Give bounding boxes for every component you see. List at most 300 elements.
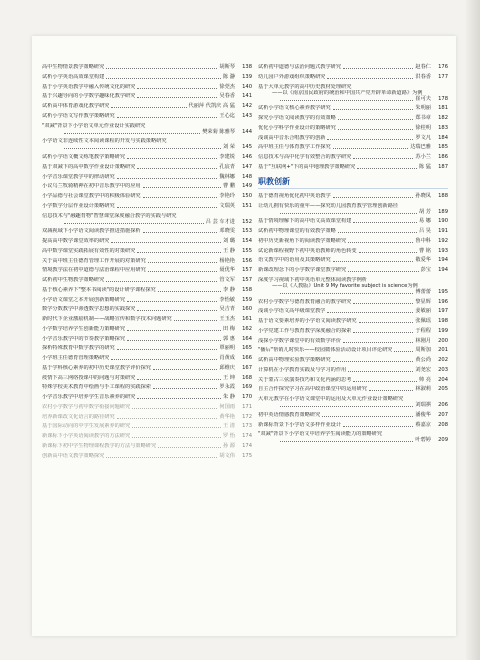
- toc-entry-title: 关于蒙古三弦演奏技巧和文化内涵的思考: [258, 376, 352, 383]
- leader-dots: [132, 427, 221, 428]
- toc-entry-page: 195: [438, 288, 448, 295]
- toc-entry-title: 试论新课程视野下初中英语教师的角色转变: [258, 247, 357, 254]
- toc-entry[interactable]: [42, 183, 252, 189]
- leader-dots: [343, 342, 413, 343]
- toc-entry[interactable]: [42, 404, 252, 410]
- toc-entry-title: 试析小学英语高效课堂构建: [42, 73, 105, 80]
- leader-dots: [143, 232, 218, 233]
- leader-dots: [343, 68, 413, 69]
- toc-entry-title: 浅探小学数学课堂中的有效数学评价: [258, 337, 342, 344]
- toc-entry-author: 王 静: [222, 247, 235, 254]
- toc-entry-page: 146: [242, 154, 252, 160]
- toc-entry-page: 156: [242, 257, 252, 264]
- toc-entry-author: 刘 璐: [222, 238, 235, 244]
- toc-entry-page: 152: [242, 218, 252, 225]
- toc-entry-author: 黄公尚: [415, 357, 431, 363]
- toc-entry-title: 新课标背景下小学语文多样作业设计: [258, 421, 342, 428]
- toc-entry[interactable]: [258, 228, 448, 234]
- leader-dots: [327, 139, 413, 140]
- toc-entry-author: 肖黄成: [219, 355, 235, 361]
- toc-entry[interactable]: [258, 367, 448, 373]
- toc-entry[interactable]: [258, 64, 448, 70]
- toc-entry-author: 陈 瀞: [222, 73, 235, 80]
- toc-entry[interactable]: [258, 248, 448, 254]
- leader-dots: [280, 293, 413, 294]
- toc-entry-title: 优化小学科学作业设计的策略研究: [258, 124, 336, 131]
- toc-entry-author: 郭 惠: [222, 335, 235, 342]
- toc-entry-author: 崔可夫: [415, 95, 431, 102]
- toc-entry[interactable]: [258, 144, 448, 150]
- leader-dots: [333, 109, 414, 110]
- leader-dots: [64, 223, 204, 224]
- toc-entry[interactable]: [42, 384, 252, 390]
- toc-entry-title: 探究小学语文阅读教学的有效策略: [258, 115, 336, 121]
- toc-entry-author: 田 梅: [222, 325, 235, 332]
- leader-dots: [117, 349, 218, 350]
- toc-entry-page: 145: [242, 144, 252, 151]
- toc-entry-page: 185: [438, 144, 448, 151]
- toc-entry-title: 创新高中语文教学策略探究: [42, 452, 105, 459]
- toc-entry-page: 148: [242, 173, 252, 180]
- toc-right-top-list: [258, 64, 448, 170]
- toc-entry-author: 吕 昊: [418, 228, 431, 234]
- toc-entry[interactable]: [258, 193, 448, 199]
- leader-dots: [153, 388, 217, 389]
- toc-entry[interactable]: [42, 164, 252, 170]
- toc-entry[interactable]: [42, 423, 252, 429]
- toc-entry[interactable]: [42, 453, 252, 459]
- toc-entry[interactable]: [258, 154, 448, 160]
- toc-entry[interactable]: [42, 355, 252, 361]
- toc-entry-title: 基于大单元教学的高中历史教材处理研究: [258, 83, 352, 90]
- toc-entry-author: 达瑞巴雅: [410, 144, 431, 151]
- toc-entry-title: 农村小学数学与初中数学衔接问题研究: [42, 403, 131, 410]
- toc-entry-title: 试析小学语文写作教学策略研究: [42, 112, 115, 119]
- toc-entry-title: 特殊学校美术教育中绘画与手工课程的实践探索: [42, 384, 151, 391]
- toc-entry-author: 朱明丽: [415, 105, 431, 112]
- toc-entry-meta: [42, 129, 252, 135]
- toc-entry-page: 208: [438, 421, 448, 428]
- toc-entry-page: 157: [242, 277, 252, 283]
- toc-entry[interactable]: [258, 328, 448, 334]
- leader-dots: [333, 197, 414, 198]
- toc-entry-page: 176: [438, 64, 448, 70]
- leader-dots: [132, 437, 221, 438]
- toc-entry-author: 赵春仁: [415, 64, 431, 70]
- toc-entry-page: 165: [242, 345, 252, 352]
- toc-entry-title: 自主合作探究学习在高中政治课堂中的运用研究: [258, 386, 367, 393]
- toc-entry-author: 罗永霞: [219, 384, 235, 391]
- toc-entry-page: 164: [242, 335, 252, 342]
- toc-entry-meta: [258, 96, 448, 102]
- toc-entry-author: 管文军: [219, 277, 235, 283]
- toc-entry-page: 199: [438, 327, 448, 334]
- toc-entry-title: 小议乌兰牧骑精神在初中音乐教学中的应用: [42, 183, 141, 190]
- leader-dots: [322, 416, 413, 417]
- toc-entry-title: 试析初中物理课堂的有效教学策略: [258, 228, 336, 234]
- toc-entry-title: 新课标下小学英语阅读教学的方法研究: [42, 433, 131, 439]
- toc-entry[interactable]: [42, 443, 252, 449]
- toc-entry-title: 让幼儿拥有快乐的童年——探究幼儿园教育教学管理创新路径: [258, 202, 399, 209]
- toc-entry[interactable]: [258, 203, 448, 215]
- toc-entry-author: 胡文伟: [219, 452, 235, 459]
- toc-entry-author: 魏林娜: [219, 173, 235, 180]
- toc-entry-page: 181: [438, 105, 448, 112]
- toc-entry-page: 161: [242, 316, 252, 322]
- toc-entry[interactable]: [258, 299, 448, 305]
- leader-dots: [353, 303, 413, 304]
- toc-entry-author: 易 娜: [418, 218, 431, 225]
- journal-page: [32, 36, 456, 636]
- leader-dots: [369, 390, 413, 391]
- toc-entry[interactable]: [258, 338, 448, 344]
- toc-entry[interactable]: [42, 326, 252, 332]
- toc-entry[interactable]: [258, 218, 448, 224]
- leader-dots: [280, 100, 413, 101]
- toc-entry-title: 小学音乐课堂教学中的律动研究: [42, 173, 115, 180]
- toc-entry[interactable]: [42, 138, 252, 150]
- toc-entry[interactable]: [42, 336, 252, 342]
- toc-entry-page: 193: [438, 247, 448, 254]
- toc-entry[interactable]: [42, 248, 252, 254]
- toc-entry-title: 基于兴趣导向的小学数学趣味化教学研究: [42, 93, 136, 100]
- leader-dots: [348, 271, 418, 272]
- toc-entry-page: 173: [242, 423, 252, 430]
- toc-entry[interactable]: [42, 193, 252, 199]
- toc-entry-title: 幼儿园户外游戏组织策略研究: [258, 73, 326, 80]
- toc-entry[interactable]: [42, 123, 252, 135]
- toc-entry-title: 基于学科核心素养的初中历史课堂教学评价探究: [42, 364, 151, 371]
- toc-entry-page: 153: [242, 228, 252, 235]
- toc-entry-author: 刘瑞祺: [415, 402, 431, 408]
- toc-entry-page: 159: [242, 296, 252, 303]
- toc-entry-page: 194: [438, 267, 448, 273]
- leader-dots: [327, 312, 413, 313]
- toc-entry[interactable]: [42, 297, 252, 303]
- toc-entry-title: 语文教学中的语用及其策略研究: [258, 257, 331, 264]
- toc-entry-author: 徐莞杰: [219, 83, 235, 90]
- toc-entry-title: 浅谈小学语文高年级课堂教学: [258, 308, 326, 315]
- toc-entry-title: 关于高中班主任德育管理工作开展的对策研究: [42, 257, 146, 264]
- toc-entry[interactable]: [42, 113, 252, 119]
- toc-entry-title: 基于双减下的高中数学作业设计策略研究: [42, 163, 136, 170]
- leader-dots: [111, 359, 217, 360]
- leader-dots: [338, 232, 417, 233]
- toc-entry-author: 潘俊华: [415, 411, 431, 418]
- leader-dots: [143, 197, 218, 198]
- leader-dots: [137, 398, 221, 399]
- toc-entry[interactable]: [258, 431, 448, 443]
- toc-entry[interactable]: [258, 267, 448, 273]
- leader-dots: [106, 281, 217, 282]
- toc-entry-title: 新课标下初中学生物理课程教学的方法与策略研究: [42, 442, 157, 449]
- toc-entry-author: 林刚月: [415, 337, 431, 344]
- toc-entry[interactable]: [42, 84, 252, 90]
- toc-entry-title: 基于德育视角优化初中英语教学: [258, 192, 331, 199]
- toc-entry[interactable]: [258, 396, 448, 408]
- toc-entry[interactable]: [42, 306, 252, 312]
- toc-entry-title: 试析小学语文概文练笔教学策略研究: [42, 154, 126, 160]
- toc-entry[interactable]: [42, 345, 252, 351]
- toc-entry[interactable]: [258, 412, 448, 418]
- toc-entry-author: 孙晓凤: [415, 192, 431, 199]
- toc-entry[interactable]: [42, 394, 252, 400]
- toc-entry[interactable]: [42, 213, 252, 225]
- toc-entry-title: 高中生物情景教学策略研究: [42, 64, 105, 70]
- toc-entry[interactable]: [258, 347, 448, 353]
- toc-entry-page: 139: [242, 73, 252, 80]
- toc-entry-page: 197: [438, 308, 448, 315]
- toc-entry-author: 帅 亮: [418, 376, 431, 383]
- leader-dots: [353, 332, 413, 333]
- section-title: 职教创新: [258, 176, 448, 189]
- toc-entry-title: 基于情境理解下的高中语文高效课堂构建: [258, 218, 352, 225]
- toc-entry-author: 曹 鹏: [222, 183, 235, 190]
- toc-entry-author: 王 清: [222, 423, 235, 430]
- toc-entry-page: 202: [438, 357, 448, 363]
- leader-dots: [111, 242, 221, 243]
- toc-entry-author: 邓晓雯: [219, 228, 235, 235]
- toc-entry-page: 166: [242, 355, 252, 361]
- toc-entry-title: 试析初中道德与法治问题式教学研究: [258, 64, 342, 70]
- toc-entry[interactable]: [258, 115, 448, 121]
- toc-entry-title: 信息技术与高中化学有效整合的教学研究: [258, 154, 352, 160]
- leader-dots: [394, 351, 413, 352]
- toc-entry-page: 177: [438, 73, 448, 80]
- toc-entry-page: 207: [438, 411, 448, 418]
- toc-entry[interactable]: [258, 318, 448, 324]
- toc-entry[interactable]: [258, 238, 448, 244]
- toc-entry-author: 胡斯琴: [219, 64, 235, 70]
- toc-right-bottom-list: [258, 193, 448, 444]
- leader-dots: [353, 158, 413, 159]
- toc-entry[interactable]: [258, 308, 448, 314]
- leader-dots: [280, 213, 417, 214]
- toc-entry[interactable]: [42, 375, 252, 381]
- toc-entry-author: 樊荣菊 陈雅琴: [202, 128, 235, 135]
- toc-entry-meta: [258, 437, 448, 443]
- toc-entry-title: 大单元教学在小学语文课堂中的运用及大单元作业设计策略研究: [258, 396, 404, 402]
- toc-entry-page: 140: [242, 83, 252, 90]
- toc-entry-page: 150: [242, 193, 252, 199]
- leader-dots: [348, 371, 413, 372]
- toc-entry[interactable]: [42, 316, 252, 322]
- toc-entry[interactable]: [258, 125, 448, 131]
- toc-entry-author: 孔宸青: [219, 163, 235, 170]
- toc-entry[interactable]: [42, 228, 252, 234]
- toc-entry[interactable]: [42, 174, 252, 180]
- toc-right-column: [258, 64, 448, 447]
- toc-entry-page: 167: [242, 364, 252, 371]
- toc-entry-title: 深度学习视域下初中英语单元整体阅读教学例析: [258, 276, 367, 283]
- leader-dots: [280, 441, 413, 442]
- leader-dots: [106, 457, 217, 458]
- toc-entry-title: 信息技术与"融趣育物"智慧课堂深度融合教学的实践与研究: [42, 212, 177, 219]
- toc-entry-author: 孙 源: [222, 442, 235, 449]
- toc-entry-title: 试析高中体育游戏化教学研究: [42, 103, 110, 109]
- leader-dots: [158, 291, 221, 292]
- toc-entry-page: 183: [438, 124, 448, 131]
- toc-entry-page: 194: [438, 257, 448, 264]
- toc-entry-author: 吕 芸 车才进: [205, 218, 235, 225]
- toc-left-column: [42, 64, 252, 462]
- toc-entry[interactable]: [42, 103, 252, 109]
- toc-entry-author: 王心迄: [219, 112, 235, 119]
- toc-entry-author: 蔡嘉京: [415, 421, 431, 428]
- toc-entry-author: 姜敏丽: [415, 308, 431, 315]
- toc-entry-page: 157: [242, 267, 252, 274]
- toc-entry-title: 新时代下企业激励机制——战略宣传和数字技术问题研究: [42, 316, 172, 322]
- leader-dots: [137, 97, 217, 98]
- leader-dots: [137, 168, 217, 169]
- leader-dots: [127, 340, 221, 341]
- toc-entry[interactable]: [258, 164, 448, 170]
- toc-entry-author: 罗文凡: [415, 134, 431, 141]
- toc-entry-meta: [42, 144, 252, 150]
- toc-entry-title: 双减视域下小学语文阅读教学推进措施探析: [42, 228, 141, 235]
- leader-dots: [280, 406, 413, 407]
- toc-entry-author: 黎显辉: [415, 298, 431, 305]
- toc-entry-page: 200: [438, 337, 448, 344]
- toc-entry[interactable]: [258, 277, 448, 295]
- toc-entry-page: 158: [242, 286, 252, 293]
- toc-entry-author: 李 静: [222, 286, 235, 293]
- toc-entry-author: 胡 芳: [418, 208, 431, 215]
- toc-entry[interactable]: [42, 287, 252, 293]
- toc-entry-page: 174: [242, 442, 252, 449]
- toc-entry-page: 178: [438, 95, 448, 102]
- toc-entry-title: 浅谈高中音乐合唱教学的创新: [258, 134, 326, 141]
- toc-entry-page: 172: [242, 413, 252, 420]
- toc-entry-page: 151: [242, 202, 252, 209]
- toc-entry-title: 小学音乐教学中培养学生音乐素养的研究: [42, 394, 136, 400]
- toc-entry-page: 201: [438, 347, 448, 354]
- toc-entry-page: 192: [438, 237, 448, 244]
- toc-entry-page: 143: [242, 112, 252, 119]
- toc-entry-title: "播后"帮销儿时快乐——校园微体验活动设计项目评论研究: [258, 347, 393, 354]
- toc-entry-author: 李建锐: [219, 154, 235, 160]
- toc-entry[interactable]: [42, 433, 252, 439]
- leader-dots: [359, 322, 414, 323]
- toc-entry[interactable]: [258, 74, 448, 80]
- toc-entry[interactable]: [42, 414, 252, 420]
- toc-entry[interactable]: [258, 135, 448, 141]
- leader-dots: [338, 119, 414, 120]
- toc-entry-title: 小学语文非连续性文本阅读课程的开发与实践策略研究: [42, 138, 167, 145]
- toc-entry-author: 于程程: [415, 327, 431, 334]
- toc-entry[interactable]: [42, 277, 252, 283]
- toc-entry-page: 170: [242, 394, 252, 400]
- toc-entry[interactable]: [258, 105, 448, 111]
- toc-entry-title: 小学音乐教学中的节奏教学策略探究: [42, 335, 126, 342]
- toc-entry[interactable]: [42, 203, 252, 209]
- toc-entry-title: 情境教学法在初中道德与法治课程中应用研究: [42, 267, 146, 274]
- toc-entry-title: 试析高中物理实验教学策略研究: [258, 357, 331, 363]
- leader-dots: [117, 418, 218, 419]
- toc-entry-page: 186: [438, 154, 448, 160]
- toc-entry-page: 205: [438, 386, 448, 393]
- toc-entry[interactable]: [42, 238, 252, 244]
- toc-entry-title: 小学语文课堂之本开展创新策略研究: [42, 296, 126, 303]
- leader-dots: [137, 379, 221, 380]
- leader-dots: [143, 187, 221, 188]
- toc-entry[interactable]: [42, 365, 252, 371]
- toc-entry-page: 196: [438, 298, 448, 305]
- toc-entry-title: 基于小学英语教学中融入传统文化的研究: [42, 83, 136, 90]
- toc-entry[interactable]: [42, 154, 252, 160]
- toc-entry-author: 罗 怡: [222, 433, 235, 439]
- toc-entry-title: 高中数学课堂实践拓展有效性的对策研究: [42, 247, 136, 254]
- leader-dots: [348, 242, 413, 243]
- toc-entry-author: 傅蕾蕾: [415, 288, 431, 295]
- toc-entry-page: 209: [438, 437, 448, 444]
- toc-entry-author: 张佩瑶: [415, 318, 431, 324]
- toc-entry-title: 试析初中生物教学策略研究: [42, 277, 105, 283]
- toc-entry[interactable]: [258, 386, 448, 392]
- leader-dots: [333, 361, 414, 362]
- toc-entry-author: 聂优华: [219, 267, 235, 274]
- toc-entry-title: 数学分数教学中渗透数学思想的实践探究: [42, 306, 136, 313]
- leader-dots: [333, 148, 409, 149]
- toc-entry-title: 试析小学语文核心素养教学研究: [258, 105, 331, 112]
- toc-entry-author: 吴吉青: [219, 306, 235, 313]
- leader-dots: [106, 78, 221, 79]
- leader-dots: [137, 252, 221, 253]
- toc-entry[interactable]: [42, 74, 252, 80]
- toc-entry[interactable]: [42, 258, 252, 264]
- toc-entry[interactable]: [42, 93, 252, 99]
- leader-dots: [106, 68, 217, 69]
- toc-entry[interactable]: [258, 422, 448, 428]
- toc-entry[interactable]: [42, 64, 252, 70]
- toc-entry-page: 198: [438, 318, 448, 324]
- toc-entry[interactable]: [258, 357, 448, 363]
- toc-entry-title: 高中班主任与体育教学工作探究: [258, 144, 331, 151]
- toc-entry-page: 154: [242, 238, 252, 244]
- toc-entry-title: 小学班主任德育管理策略研究: [42, 355, 110, 361]
- leader-dots: [148, 262, 218, 263]
- toc-entry-title: 基于"互联网+"下的高中地理教学策略研究: [258, 163, 356, 170]
- leader-dots: [117, 178, 218, 179]
- toc-entry-title: 培养新课改文化语言的路径研究: [42, 413, 115, 420]
- toc-entry-page: 155: [242, 247, 252, 254]
- toc-entry-title: 小学数学培养学生创新能力策略研究: [42, 325, 126, 332]
- toc-entry-title: "双减"背景下小学语文单元作业设计实践研究: [42, 122, 146, 129]
- toc-entry-page: 206: [438, 402, 448, 408]
- toc-entry-author: 朱 静: [222, 394, 235, 400]
- leader-dots: [132, 408, 217, 409]
- leader-dots: [359, 252, 417, 253]
- toc-entry-author: 叶碧婷: [415, 437, 431, 444]
- toc-entry-page: 190: [438, 218, 448, 225]
- leader-dots: [137, 310, 217, 311]
- toc-entry[interactable]: [258, 84, 448, 102]
- toc-entry-author: 李艳玲: [219, 193, 235, 199]
- leader-dots: [153, 369, 217, 370]
- leader-dots: [64, 148, 221, 149]
- toc-entry[interactable]: [258, 377, 448, 383]
- toc-entry-page: 141: [242, 93, 252, 100]
- toc-entry-title: 小学品德与社会课堂教学中的积极体验研究: [42, 193, 141, 199]
- toc-entry-subtitle: ——以《南京国民政府的统治和中国共产党开辟革命新道路》为例: [272, 89, 423, 96]
- leader-dots: [357, 168, 417, 169]
- toc-entry-page: 203: [438, 366, 448, 373]
- toc-entry[interactable]: [42, 267, 252, 273]
- toc-entry-title: 初中历史新视角下的阅读教学策略研究: [258, 237, 347, 244]
- toc-entry[interactable]: [258, 257, 448, 263]
- toc-entry-page: 142: [242, 103, 252, 109]
- page-binding-edge: [466, 0, 480, 660]
